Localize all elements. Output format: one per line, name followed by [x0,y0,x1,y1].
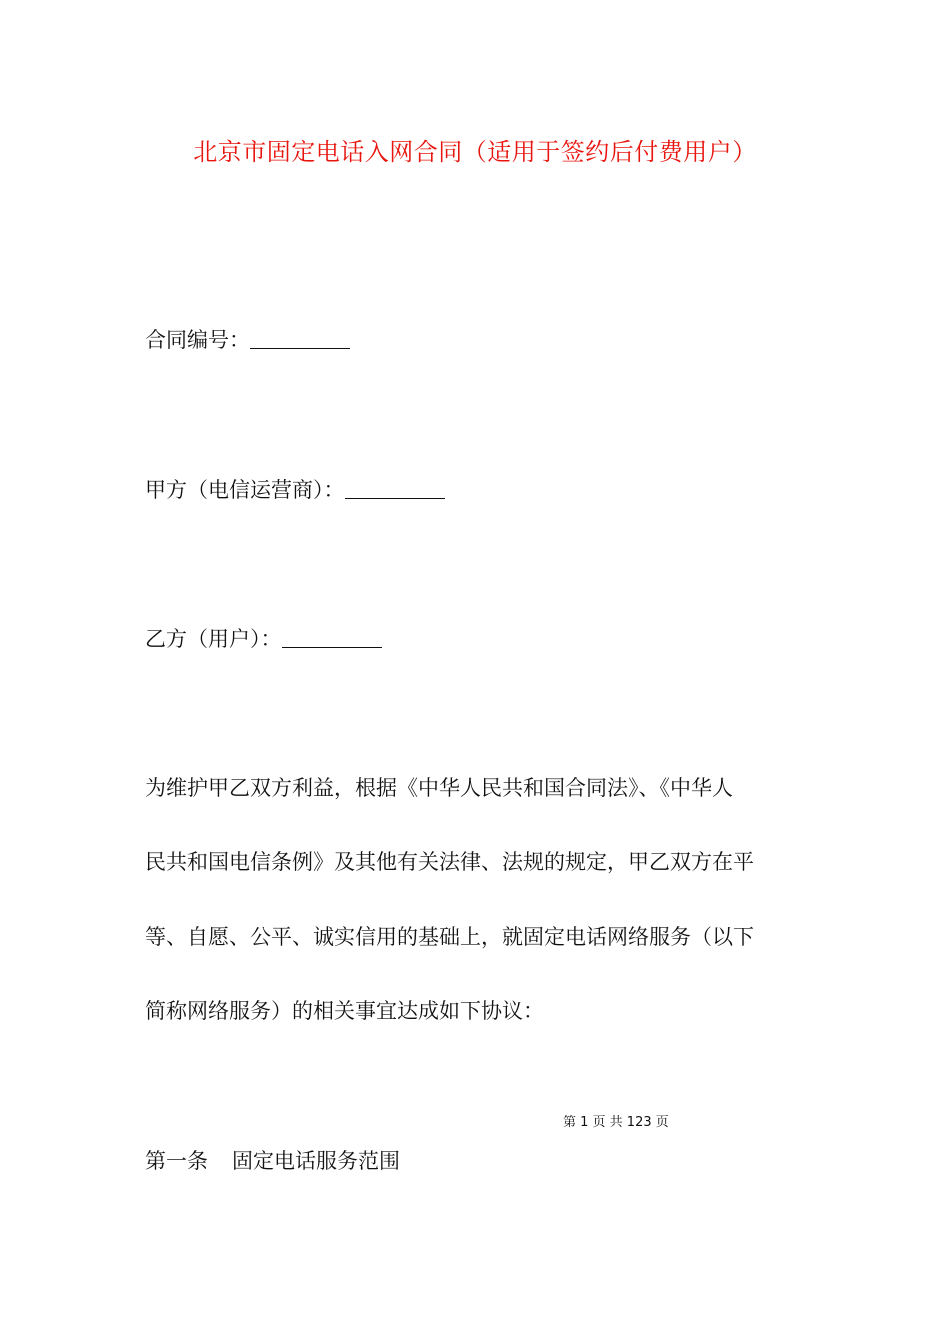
party-a-label: 甲方（电信运营商）： [145,478,345,502]
preamble-line: 民共和国电信条例》及其他有关法律、法规的规定，甲乙双方在平 [145,850,754,874]
contract-number-blank [250,326,350,349]
contract-number-label: 合同编号： [145,328,250,352]
page-indicator: 第 1 页 共 123 页 [563,1115,669,1130]
contract-number-field [145,325,350,355]
section-heading [145,1146,400,1176]
section-number: 第一条 [145,1149,208,1173]
party-b-label: 乙方（用户）： [145,627,282,651]
party-b-field [145,624,382,654]
document-title: 北京市固定电话入网合同（适用于签约后付费用户） [193,138,757,166]
section-title: 固定电话服务范围 [232,1149,400,1173]
preamble-line: 等、自愿、公平、诚实信用的基础上，就固定电话网络服务（以下 [145,925,754,949]
party-b-blank [282,625,382,648]
party-a-blank [345,476,445,499]
preamble-line: 简称网络服务）的相关事宜达成如下协议： [145,999,544,1023]
party-a-field [145,475,445,505]
preamble-line: 为维护甲乙双方利益，根据《中华人民共和国合同法》、《中华人 [145,776,733,800]
